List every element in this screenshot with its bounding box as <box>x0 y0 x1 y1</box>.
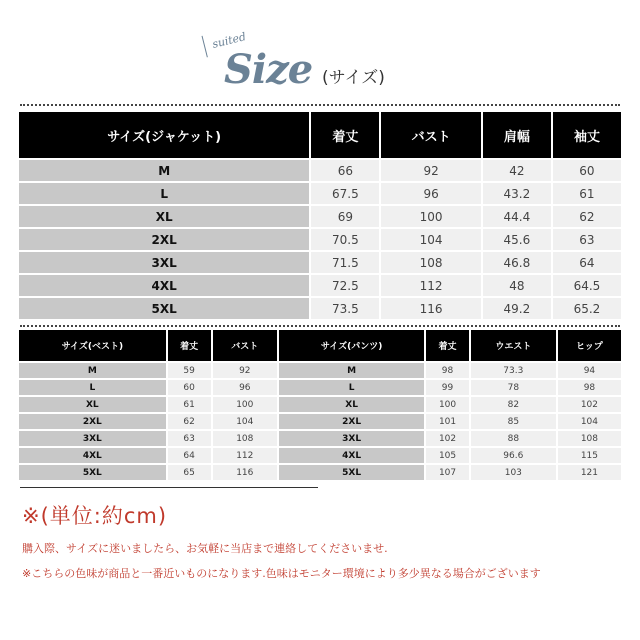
table-row <box>19 465 277 480</box>
measurement-cell: 72.5 <box>311 275 379 296</box>
measurement-cell: 73.3 <box>471 363 556 378</box>
measurement-cell: 48 <box>483 275 551 296</box>
measurement-cell: 60 <box>168 380 211 395</box>
measurement-cell: 61 <box>168 397 211 412</box>
table-row <box>19 448 277 463</box>
measurement-cell: 43.2 <box>483 183 551 204</box>
measurement-cell: 69 <box>311 206 379 227</box>
measurement-cell: 44.4 <box>483 206 551 227</box>
page-subtitle: (サイズ) <box>322 68 385 88</box>
measurement-cell: 42 <box>483 160 551 181</box>
measurement-cell: 104 <box>381 229 480 250</box>
measurement-cell: 45.6 <box>483 229 551 250</box>
measurement-cell: 60 <box>553 160 621 181</box>
column-header: バスト <box>213 330 277 361</box>
size-label-cell: L <box>19 183 309 204</box>
size-label-cell: L <box>279 380 424 395</box>
column-header: バスト <box>381 112 480 158</box>
measurement-cell: 62 <box>553 206 621 227</box>
column-header: ヒップ <box>558 330 621 361</box>
measurement-cell: 46.8 <box>483 252 551 273</box>
table-row <box>19 252 621 273</box>
measurement-cell: 112 <box>381 275 480 296</box>
measurement-cell: 65.2 <box>553 298 621 319</box>
table-row <box>279 431 621 446</box>
measurement-cell: 98 <box>558 380 621 395</box>
table-row <box>19 397 277 412</box>
table-row <box>279 380 621 395</box>
size-column-header: サイズ(パンツ) <box>279 330 424 361</box>
table-row <box>19 160 621 181</box>
size-label-cell: 5XL <box>19 465 166 480</box>
measurement-cell: 70.5 <box>311 229 379 250</box>
size-label-cell: 4XL <box>19 275 309 296</box>
measurement-cell: 64.5 <box>553 275 621 296</box>
measurement-cell: 61 <box>553 183 621 204</box>
measurement-cell: 96 <box>213 380 277 395</box>
size-label-cell: XL <box>279 397 424 412</box>
notes-divider <box>20 487 318 488</box>
size-label-cell: M <box>19 363 166 378</box>
top-divider <box>20 104 620 106</box>
size-label-cell: 4XL <box>279 448 424 463</box>
size-label-cell: 4XL <box>19 448 166 463</box>
measurement-cell: 59 <box>168 363 211 378</box>
measurement-cell: 96 <box>381 183 480 204</box>
table-row <box>19 414 277 429</box>
size-label-cell: XL <box>19 206 309 227</box>
size-label-cell: 3XL <box>19 431 166 446</box>
table-row <box>279 397 621 412</box>
size-label-cell: 3XL <box>19 252 309 273</box>
measurement-cell: 101 <box>426 414 469 429</box>
measurement-cell: 116 <box>381 298 480 319</box>
measurement-cell: 99 <box>426 380 469 395</box>
table-row <box>19 206 621 227</box>
unit-note: ※(単位:約cm) <box>22 504 168 528</box>
measurement-cell: 94 <box>558 363 621 378</box>
size-column-header: サイズ(ジャケット) <box>19 112 309 158</box>
color-note: ※こちらの色味が商品と一番近いものになります.色味はモニター環境により多少異なる場合がございます <box>22 567 541 580</box>
table-row <box>19 183 621 204</box>
measurement-cell: 107 <box>426 465 469 480</box>
measurement-cell: 104 <box>558 414 621 429</box>
measurement-cell: 100 <box>213 397 277 412</box>
size-label-cell: 2XL <box>279 414 424 429</box>
size-label-cell: 2XL <box>19 414 166 429</box>
jacket-size-table <box>17 110 623 321</box>
size-label-cell: 2XL <box>19 229 309 250</box>
measurement-cell: 67.5 <box>311 183 379 204</box>
table-header-row <box>19 112 621 158</box>
measurement-cell: 65 <box>168 465 211 480</box>
measurement-cell: 115 <box>558 448 621 463</box>
column-header: 肩幅 <box>483 112 551 158</box>
middle-divider <box>20 325 620 327</box>
measurement-cell: 121 <box>558 465 621 480</box>
measurement-cell: 63 <box>168 431 211 446</box>
measurement-cell: 92 <box>381 160 480 181</box>
page-header <box>0 26 640 96</box>
table-row <box>19 363 277 378</box>
measurement-cell: 66 <box>311 160 379 181</box>
measurement-cell: 112 <box>213 448 277 463</box>
table-row <box>279 363 621 378</box>
column-header: 着丈 <box>426 330 469 361</box>
measurement-cell: 49.2 <box>483 298 551 319</box>
size-column-header: サイズ(ベスト) <box>19 330 166 361</box>
column-header: 袖丈 <box>553 112 621 158</box>
size-label-cell: 3XL <box>279 431 424 446</box>
measurement-cell: 73.5 <box>311 298 379 319</box>
page-title: Size <box>224 46 313 93</box>
size-label-cell: M <box>279 363 424 378</box>
measurement-cell: 100 <box>426 397 469 412</box>
measurement-cell: 92 <box>213 363 277 378</box>
size-label-cell: XL <box>19 397 166 412</box>
script-word: suited <box>210 30 248 51</box>
measurement-cell: 63 <box>553 229 621 250</box>
measurement-cell: 103 <box>471 465 556 480</box>
column-header: ウエスト <box>471 330 556 361</box>
measurement-cell: 98 <box>426 363 469 378</box>
table-header-row <box>279 330 621 361</box>
measurement-cell: 88 <box>471 431 556 446</box>
table-row <box>279 414 621 429</box>
size-label-cell: M <box>19 160 309 181</box>
measurement-cell: 71.5 <box>311 252 379 273</box>
measurement-cell: 108 <box>213 431 277 446</box>
measurement-cell: 108 <box>558 431 621 446</box>
measurement-cell: 78 <box>471 380 556 395</box>
measurement-cell: 104 <box>213 414 277 429</box>
column-header: 着丈 <box>168 330 211 361</box>
table-row <box>19 275 621 296</box>
measurement-cell: 82 <box>471 397 556 412</box>
table-row <box>279 448 621 463</box>
pants-size-table <box>277 328 623 482</box>
measurement-cell: 64 <box>553 252 621 273</box>
measurement-cell: 108 <box>381 252 480 273</box>
table-row <box>19 431 277 446</box>
table-row <box>19 298 621 319</box>
contact-note: 購入際、サイズに迷いましたら、お気軽に当店まで連絡してくださいませ. <box>22 542 388 555</box>
table-row <box>279 465 621 480</box>
size-label-cell: L <box>19 380 166 395</box>
table-row <box>19 380 277 395</box>
measurement-cell: 85 <box>471 414 556 429</box>
measurement-cell: 96.6 <box>471 448 556 463</box>
measurement-cell: 100 <box>381 206 480 227</box>
measurement-cell: 102 <box>426 431 469 446</box>
size-label-cell: 5XL <box>19 298 309 319</box>
measurement-cell: 102 <box>558 397 621 412</box>
table-row <box>19 229 621 250</box>
measurement-cell: 62 <box>168 414 211 429</box>
measurement-cell: 116 <box>213 465 277 480</box>
table-header-row <box>19 330 277 361</box>
size-label-cell: 5XL <box>279 465 424 480</box>
measurement-cell: 105 <box>426 448 469 463</box>
column-header: 着丈 <box>311 112 379 158</box>
measurement-cell: 64 <box>168 448 211 463</box>
vest-size-table <box>17 328 279 482</box>
